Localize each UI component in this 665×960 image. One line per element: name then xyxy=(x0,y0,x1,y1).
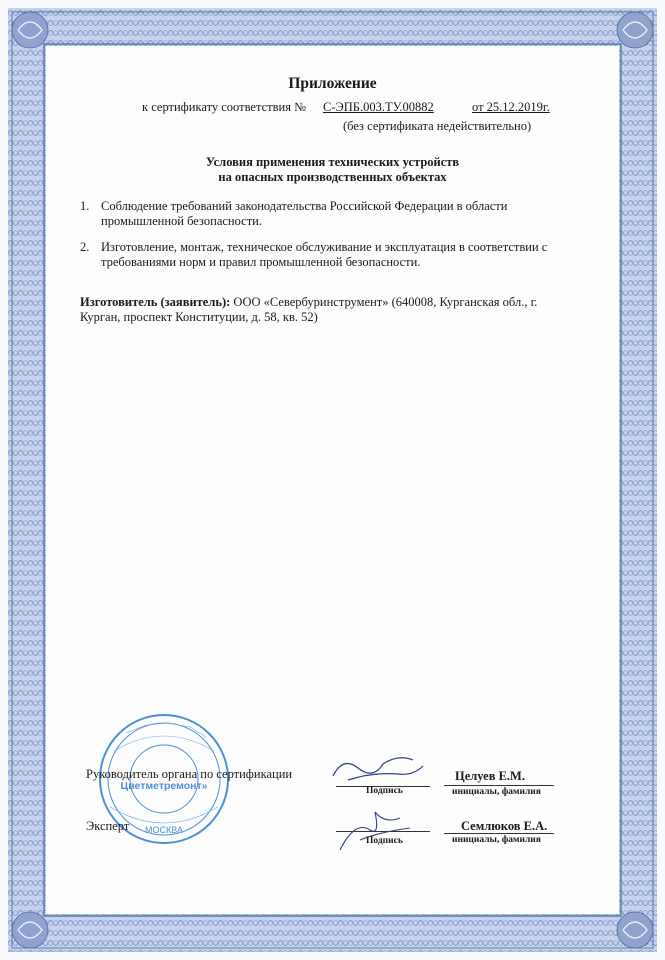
stamp-bottom-text: МОСКВА xyxy=(145,825,183,835)
condition-text: Соблюдение требований законодательства Российской Федерации в области промышленной безопасности. xyxy=(101,199,508,228)
head-name: Целуев Е.М. xyxy=(455,769,525,783)
condition-text: Изготовление, монтаж, техническое обслуживание и эксплуатация в соответствии с требованиями норм и правил промышленной безопасности. xyxy=(101,240,548,269)
section-heading-line1: Условия применения технических устройств xyxy=(205,155,460,169)
manufacturer-text: ООО «Севербуринструмент» (640008, Курганская обл., г. Курган, проспект Конституции, д. 58, кв. 52) xyxy=(80,295,538,324)
page-title: Приложение xyxy=(288,75,377,92)
condition-number: 1. xyxy=(80,199,90,213)
manufacturer-block xyxy=(80,295,560,325)
stamp-center-text: Цветметремонт» xyxy=(120,780,208,792)
expert-name: Семлюков Е.А. xyxy=(461,819,548,833)
expert-label: Эксперт xyxy=(86,819,130,833)
head-label: Руководитель органа по сертификации xyxy=(86,767,293,781)
cert-number: С-ЭПБ.003.ТУ.00882 xyxy=(323,100,434,114)
expert-sign-caption: Подпись xyxy=(366,836,403,846)
expert-signature xyxy=(330,800,420,860)
expert-initials-caption: инициалы, фамилия xyxy=(452,835,541,845)
validity-note: (без сертификата недействительно) xyxy=(343,119,532,133)
head-initials-caption: инициалы, фамилия xyxy=(452,787,541,797)
expert-name-line xyxy=(444,833,554,834)
manufacturer-label: Изготовитель (заявитель): xyxy=(80,295,231,309)
cert-prefix: к сертификату соответствия № xyxy=(142,100,306,114)
cert-date: от 25.12.2019г. xyxy=(472,100,550,114)
head-signature xyxy=(328,746,428,786)
section-heading-line2: на опасных производственных объектах xyxy=(218,170,447,184)
head-name-line xyxy=(444,785,554,786)
head-sign-caption: Подпись xyxy=(366,786,403,796)
condition-number: 2. xyxy=(80,240,90,254)
